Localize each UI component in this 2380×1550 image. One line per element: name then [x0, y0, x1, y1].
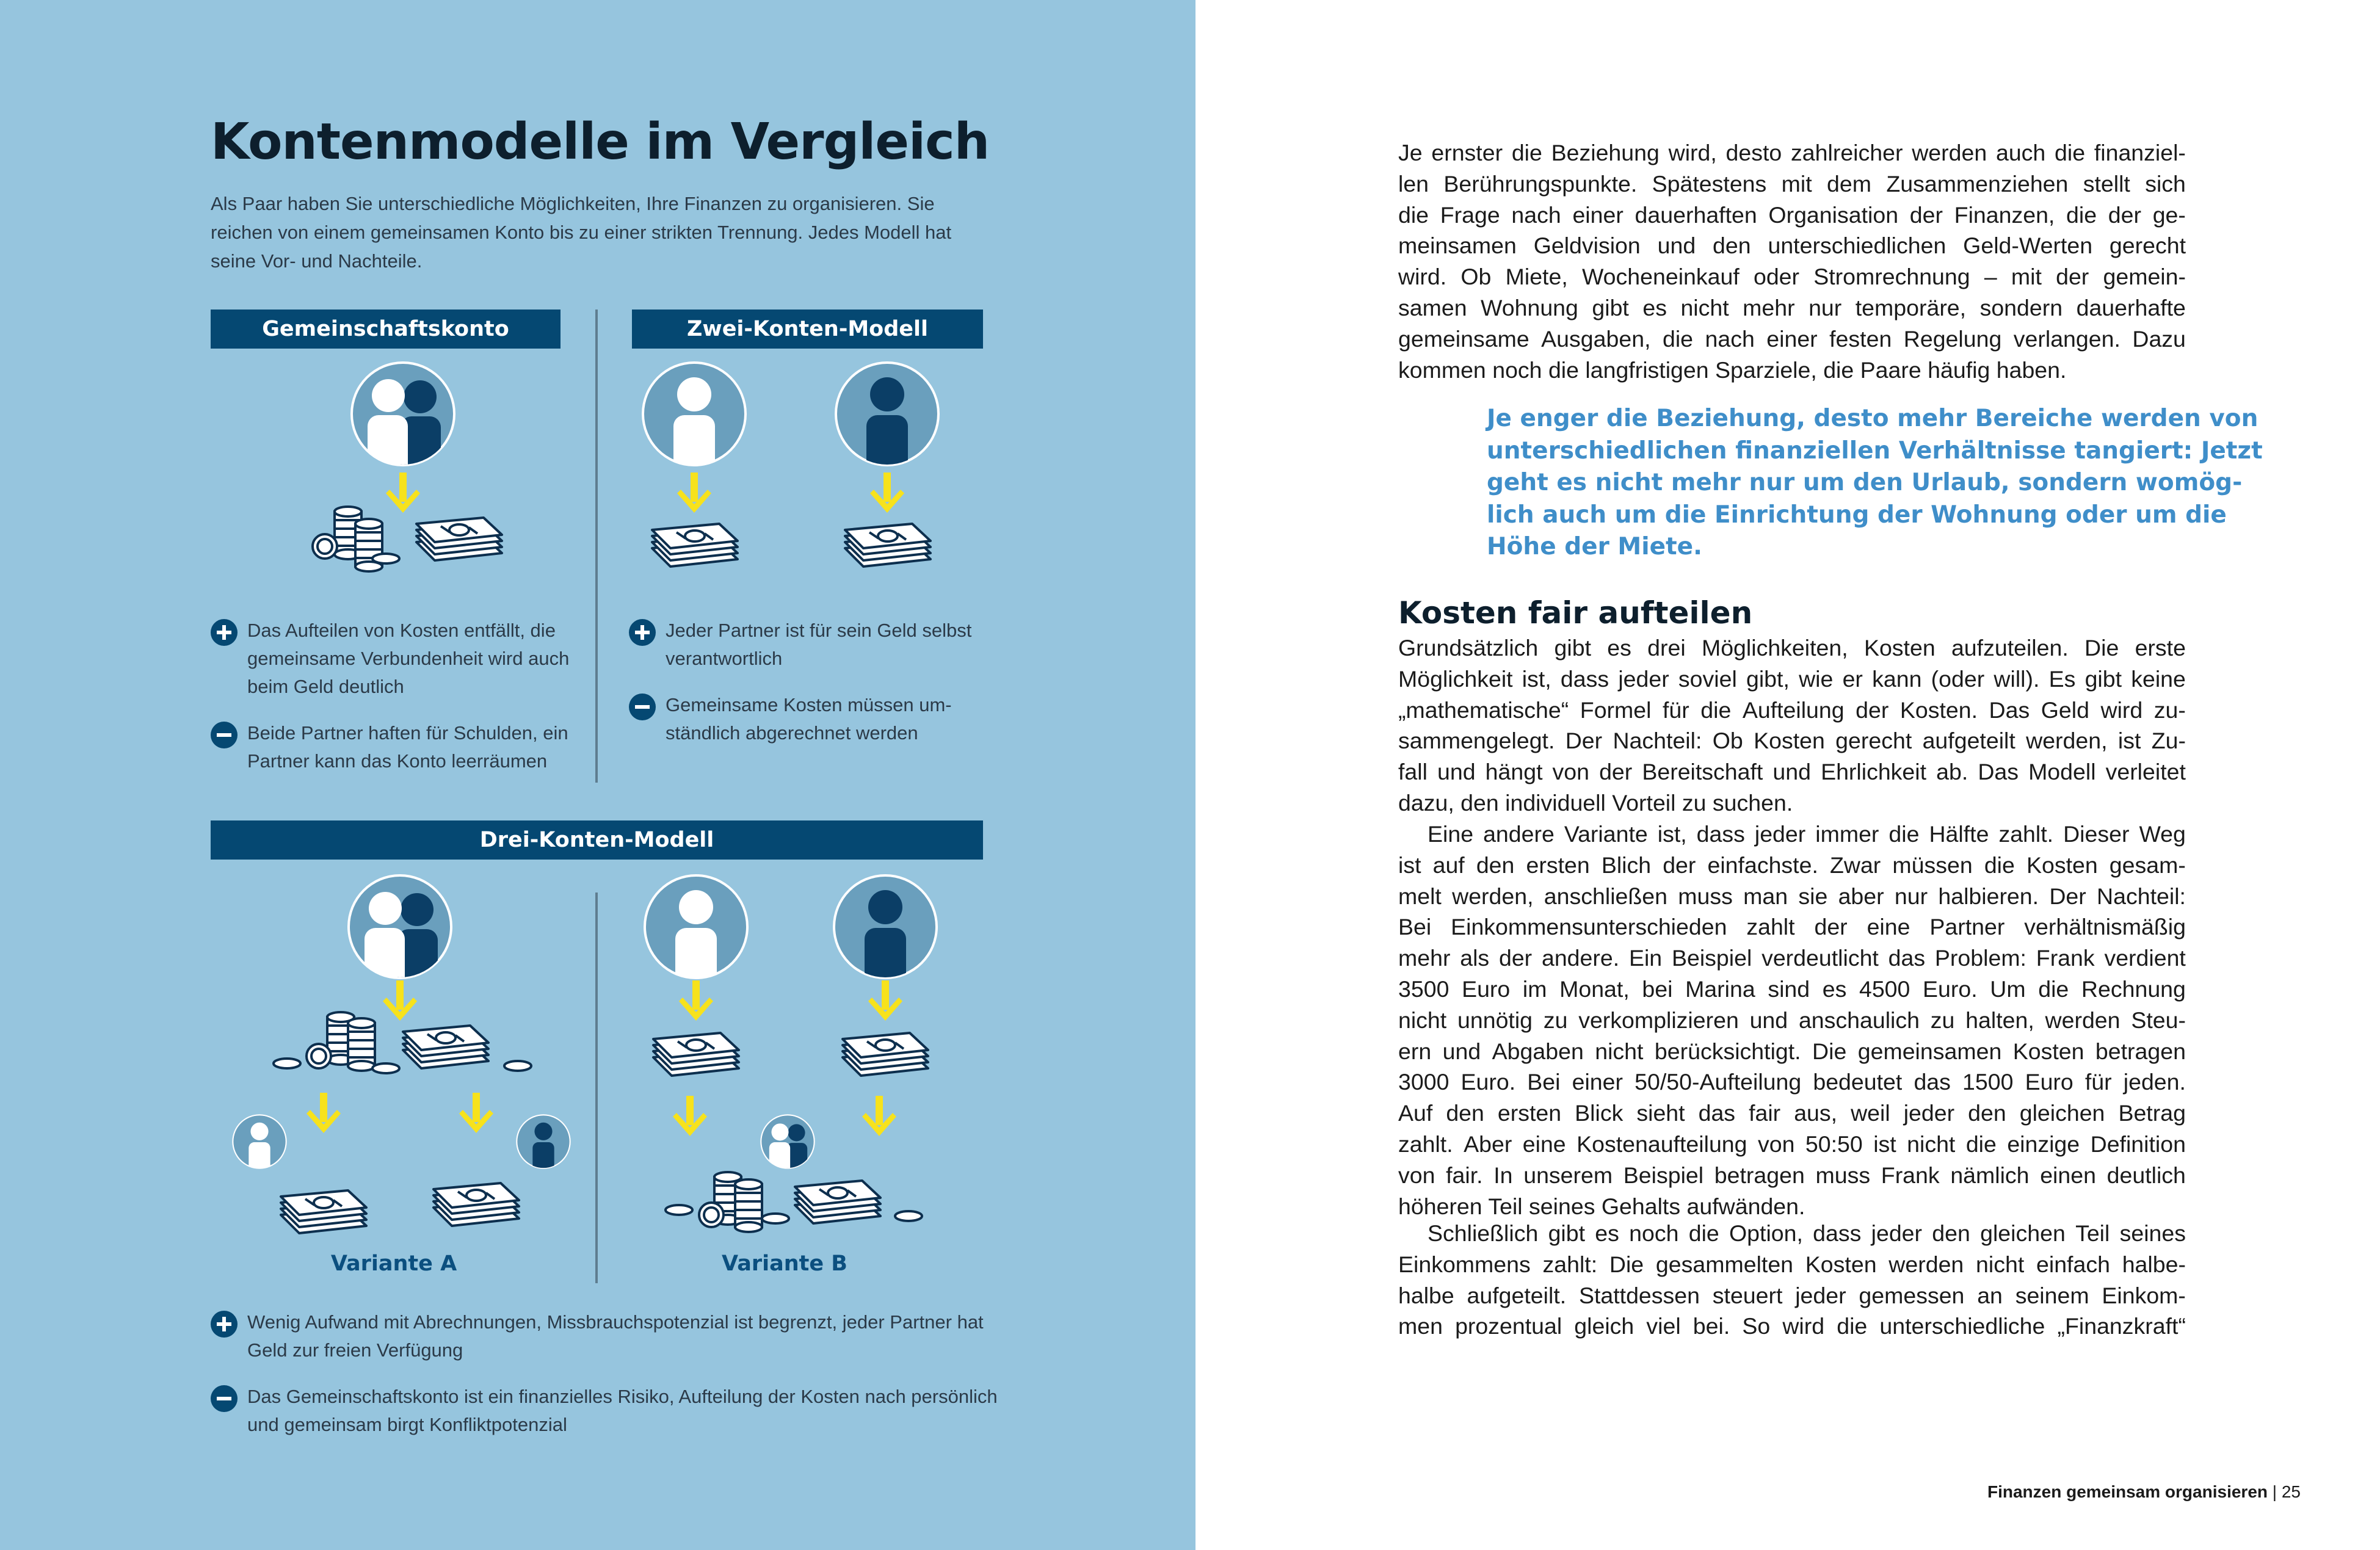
text-line: halbe aufgeteilt. Stattdessen steuert jeder gemessen an seinem Einkom- — [1398, 1282, 2186, 1308]
text-line: gemeinsame Ausgaben, die nach einer festen Regelung verlangen. Dazu — [1398, 325, 2186, 352]
paragraph-3 — [1398, 819, 2186, 1222]
pro-line: gemeinsame Verbundenheit wird auch — [247, 648, 570, 669]
banknotes-icon — [281, 1190, 366, 1233]
text-line: zahlt. Aber eine Kostenaufteilung von 50:50 ist nicht die einzige Definition — [1398, 1131, 2186, 1157]
zwei-konten-illustration — [635, 360, 983, 580]
quote-line: Höhe der Miete. — [1487, 533, 1702, 560]
text-line: Möglichkeit ist, dass jeder soviel gibt, wie er kann (oder will). Es gibt keine — [1398, 665, 2186, 692]
coins-icon — [274, 1012, 531, 1073]
quote-line: lich auch um die Einrichtung der Wohnung oder um die — [1487, 501, 2227, 529]
text-line: Einkommens zahlt: Die gesammelten Kosten werden nicht einfach halbe- — [1398, 1251, 2186, 1277]
pro-line: verantwortlich — [666, 648, 783, 669]
arrow-down-icon — [386, 473, 420, 513]
banknotes-icon — [843, 1033, 928, 1076]
pro-line: Wenig Aufwand mit Abrechnungen, Missbrauchspotenzial ist begrenzt, jeder Partner hat — [247, 1311, 984, 1333]
text-line: 3000 Euro. Bei einer 50/50-Aufteilung bedeutet das 1500 Euro für jeden. — [1398, 1069, 2186, 1095]
arrow-down-icon — [870, 473, 904, 513]
person-icon — [835, 361, 940, 476]
arrow-down-icon — [459, 1093, 493, 1133]
text-line: 3500 Euro im Monat, bei Marina sind es 4500 Euro. Um die Rechnung — [1398, 976, 2186, 1002]
text-line: „mathematische“ Formel für die Aufteilung der Kosten. Das Geld wird zu- — [1398, 697, 2186, 723]
plus-circle-icon — [211, 619, 238, 646]
page-number: 25 — [2281, 1482, 2301, 1501]
pro-line: Jeder Partner ist für sein Geld selbst — [666, 620, 972, 641]
divider-line — [595, 893, 598, 1283]
banknotes-icon — [403, 1026, 488, 1068]
arrow-down-icon — [307, 1093, 341, 1133]
text-line: Bei Einkommensunterschieden zahlt der eine Partner verhältnismäßig — [1398, 914, 2186, 940]
text-line: melt werden, anschließen muss man sie aber nur halbieren. Der Nachteil: — [1398, 883, 2186, 909]
divider-line — [595, 310, 598, 783]
arrow-down-icon — [679, 980, 713, 1021]
paragraph-2 — [1398, 632, 2186, 819]
quote-line: geht es nicht mehr nur um den Urlaub, sondern womög- — [1487, 469, 2243, 496]
couple-icon — [350, 361, 455, 477]
intro-text — [211, 189, 968, 275]
variante-b-label: Variante B — [722, 1251, 847, 1276]
zwei-konten-header: Zwei-Konten-Modell — [632, 310, 983, 349]
banknotes-icon — [653, 1033, 739, 1076]
banknotes-icon — [795, 1181, 880, 1223]
text-line: kommen noch die langfristigen Sparziele, die Paare häufig haben. — [1398, 357, 2067, 383]
text-line: Auf den ersten Blick sieht das fair aus, weil jeder den gleichen Betrag — [1398, 1100, 2186, 1126]
person-icon — [644, 874, 749, 989]
gemeinschaftskonto-illustration — [287, 360, 519, 580]
intro-line: reichen von einem gemeinsamen Konto bis zu einer strikten Trennung. Jedes Modell hat — [211, 222, 952, 243]
minus-circle-icon — [211, 1385, 238, 1412]
paragraph-1 — [1398, 137, 2186, 385]
quote-line: unterschiedlichen finanziellen Verhältnisse tangiert: Jetzt — [1487, 436, 2263, 465]
contra-line: ständlich abgerechnet werden — [666, 722, 918, 744]
contra-line: Partner kann das Konto leerräumen — [247, 750, 548, 772]
contra-line: und gemeinsam birgt Konfliktpotenzial — [247, 1414, 567, 1435]
text-line: dazu, den individuell Vorteil zu suchen. — [1398, 789, 1793, 816]
text-line: von fair. In unserem Beispiel betragen muss Frank nämlich einen deutlich — [1398, 1162, 2186, 1188]
text-line: ern und Abgaben nicht berücksichtigt. Die gemeinsamen Kosten betragen — [1398, 1038, 2186, 1064]
pull-quote — [1487, 403, 2263, 563]
plus-circle-icon — [629, 619, 656, 646]
arrow-down-icon — [862, 1096, 896, 1136]
intro-line: Als Paar haben Sie unterschiedliche Möglichkeiten, Ihre Finanzen zu organisieren. Sie — [211, 193, 935, 214]
paragraph-4 — [1398, 1218, 2186, 1342]
coins-icon — [666, 1172, 922, 1232]
person-icon — [516, 1114, 570, 1174]
variante-a-label: Variante A — [330, 1251, 457, 1276]
person-icon — [642, 361, 747, 476]
text-line: mehr als der andere. Ein Beispiel verdeutlicht das Problem: Frank verdient — [1398, 945, 2186, 971]
text-line: men prozentual gleich viel bei. So wird die unterschiedliche „Finanzkraft“ — [1398, 1313, 2186, 1339]
couple-icon — [347, 874, 452, 990]
arrow-down-icon — [383, 980, 417, 1021]
coins-icon — [313, 507, 399, 571]
footer-separator: | — [2272, 1482, 2277, 1501]
banknotes-icon — [845, 524, 931, 567]
drei-konten-header: Drei-Konten-Modell — [211, 820, 983, 860]
variante-b-illustration — [635, 873, 983, 1245]
text-line: Eine andere Variante ist, dass jeder immer die Hälfte zahlt. Dieser Weg — [1428, 821, 2186, 847]
couple-icon — [760, 1114, 814, 1175]
arrow-down-icon — [673, 1096, 707, 1136]
text-line: die Frage nach einer dauerhaften Organisation der Finanzen, die der ge- — [1398, 201, 2186, 228]
text-line: sammengelegt. Der Nachteil: Ob Kosten gerecht aufgeteilt werden, ist Zu- — [1398, 728, 2186, 754]
banknotes-icon — [652, 524, 738, 567]
contra-line: Gemeinsame Kosten müssen um- — [666, 694, 952, 715]
page-title: Kontenmodelle im Vergleich — [211, 113, 990, 171]
person-icon — [833, 874, 938, 989]
text-line: ist auf den ersten Blich der einfachste. Zwar müssen die Kosten gesam- — [1398, 852, 2186, 878]
text-line: höheren Teil seines Gehalts aufwänden. — [1398, 1193, 1805, 1219]
text-line: meinsamen Geldvision und den unterschiedlichen Geld-Werten gerecht — [1398, 233, 2186, 259]
text-line: nicht unnötig zu verkomplizieren und anschaulich zu halten, werden Steu- — [1398, 1007, 2186, 1033]
text-line: fall und hängt von der Bereitschaft und Ehrlichkeit ab. Das Modell verleitet — [1398, 759, 2186, 785]
banknotes-icon — [416, 518, 502, 560]
gemeinschaftskonto-header: Gemeinschaftskonto — [211, 310, 561, 349]
section-heading: Kosten fair aufteilen — [1398, 595, 1753, 631]
page-footer — [1987, 1482, 2301, 1502]
text-line: len Berührungspunkte. Spätestens mit dem Zusammenziehen stellt sich — [1398, 170, 2186, 197]
arrow-down-icon — [677, 473, 711, 513]
quote-line: Je enger die Beziehung, desto mehr Bereiche werden von — [1487, 405, 2258, 432]
minus-circle-icon — [211, 722, 238, 748]
text-line: Grundsätzlich gibt es drei Möglichkeiten, Kosten aufzuteilen. Die erste — [1398, 635, 2186, 661]
footer-section: Finanzen gemeinsam organisieren — [1987, 1482, 2268, 1501]
text-line: samen Wohnung gibt es nicht mehr nur temporäre, sondern dauerhafte — [1398, 294, 2186, 321]
pro-line: Geld zur freien Verfügung — [247, 1339, 463, 1361]
contra-line: Das Gemeinschaftskonto ist ein finanzielles Risiko, Aufteilung der Kosten nach persönlich — [247, 1386, 998, 1407]
text-line: wird. Ob Miete, Wocheneinkauf oder Stromrechnung – mit der gemein- — [1398, 264, 2186, 290]
minus-circle-icon — [629, 694, 656, 720]
arrow-down-icon — [868, 980, 902, 1021]
pro-line: Das Aufteilen von Kosten entfällt, die — [247, 620, 556, 641]
variante-a-illustration — [226, 873, 580, 1245]
text-line: Schließlich gibt es noch die Option, dass jeder den gleichen Teil seines — [1428, 1220, 2186, 1246]
text-line: Je ernster die Beziehung wird, desto zahlreicher werden auch die finanziel- — [1398, 140, 2186, 165]
pro-line: beim Geld deutlich — [247, 676, 404, 697]
plus-circle-icon — [211, 1311, 238, 1338]
contra-line: Beide Partner haften für Schulden, ein — [247, 722, 568, 744]
banknotes-icon — [434, 1183, 519, 1226]
person-icon — [232, 1114, 286, 1174]
intro-line: seine Vor- und Nachteile. — [211, 250, 423, 272]
